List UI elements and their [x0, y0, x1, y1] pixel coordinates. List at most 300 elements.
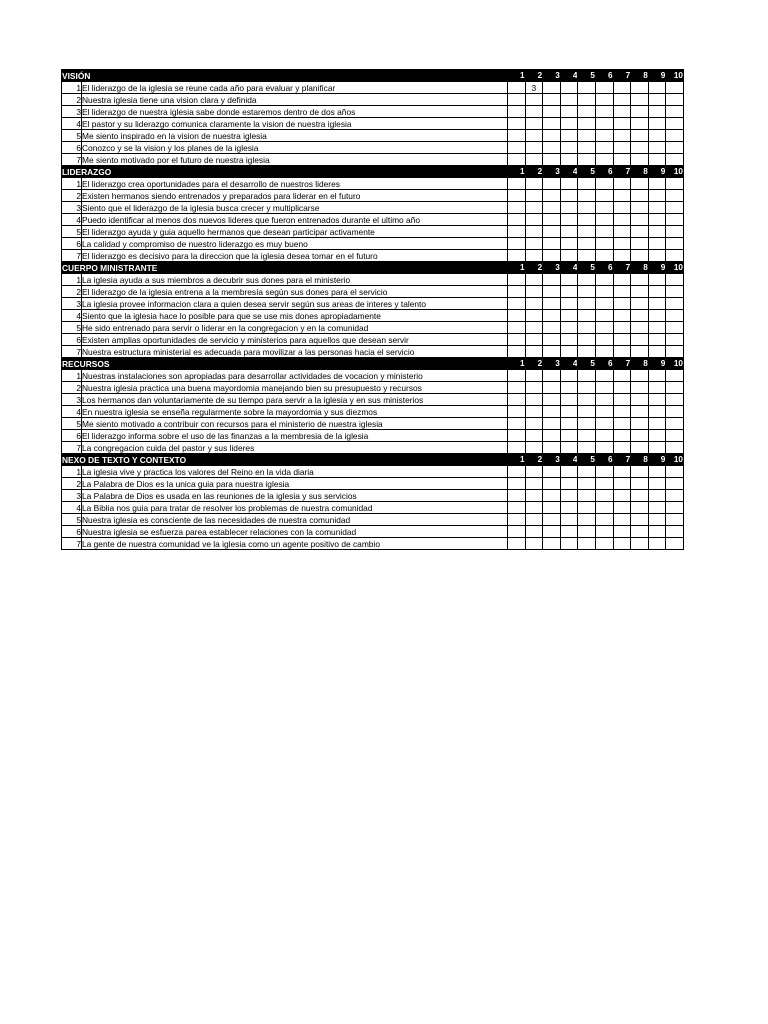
score-cell[interactable] — [666, 106, 684, 118]
score-cell[interactable] — [666, 130, 684, 142]
score-cell[interactable] — [666, 394, 684, 406]
score-cell[interactable] — [508, 298, 526, 310]
score-cell[interactable] — [508, 502, 526, 514]
score-cell[interactable] — [595, 82, 613, 94]
score-cell[interactable] — [543, 334, 561, 346]
score-cell[interactable] — [631, 382, 649, 394]
score-cell[interactable] — [560, 310, 578, 322]
score-cell[interactable] — [595, 106, 613, 118]
score-cell[interactable] — [613, 274, 631, 286]
score-cell[interactable] — [613, 502, 631, 514]
score-cell[interactable] — [666, 322, 684, 334]
score-cell[interactable] — [666, 142, 684, 154]
score-cell[interactable] — [666, 370, 684, 382]
score-cell[interactable] — [560, 154, 578, 166]
score-cell[interactable] — [613, 226, 631, 238]
score-cell[interactable] — [595, 130, 613, 142]
score-cell[interactable] — [666, 190, 684, 202]
score-cell[interactable] — [613, 514, 631, 526]
score-cell[interactable] — [525, 334, 543, 346]
score-cell[interactable] — [666, 442, 684, 454]
score-cell[interactable] — [543, 538, 561, 550]
score-cell[interactable] — [508, 334, 526, 346]
score-cell[interactable] — [631, 370, 649, 382]
score-cell[interactable] — [578, 346, 596, 358]
score-cell[interactable] — [560, 370, 578, 382]
score-cell[interactable] — [648, 274, 666, 286]
score-cell[interactable] — [613, 418, 631, 430]
score-cell[interactable] — [648, 310, 666, 322]
score-cell[interactable] — [508, 442, 526, 454]
score-cell[interactable] — [543, 490, 561, 502]
score-cell[interactable] — [613, 214, 631, 226]
score-cell[interactable] — [525, 394, 543, 406]
score-cell[interactable] — [613, 394, 631, 406]
score-cell[interactable] — [631, 430, 649, 442]
score-cell[interactable] — [595, 418, 613, 430]
score-cell[interactable] — [595, 298, 613, 310]
score-cell[interactable] — [560, 226, 578, 238]
score-cell[interactable] — [578, 106, 596, 118]
score-cell[interactable] — [613, 142, 631, 154]
score-cell[interactable] — [578, 394, 596, 406]
score-cell[interactable] — [631, 478, 649, 490]
score-cell[interactable] — [525, 178, 543, 190]
score-cell[interactable] — [648, 442, 666, 454]
score-cell[interactable] — [648, 142, 666, 154]
score-cell[interactable] — [631, 526, 649, 538]
score-cell[interactable] — [631, 418, 649, 430]
score-cell[interactable] — [543, 514, 561, 526]
score-cell[interactable] — [631, 538, 649, 550]
score-cell[interactable] — [666, 466, 684, 478]
score-cell[interactable] — [508, 346, 526, 358]
score-cell[interactable] — [508, 286, 526, 298]
score-cell[interactable] — [525, 202, 543, 214]
score-cell[interactable] — [525, 310, 543, 322]
score-cell[interactable] — [543, 238, 561, 250]
score-cell[interactable] — [578, 490, 596, 502]
score-cell[interactable] — [560, 286, 578, 298]
score-cell[interactable] — [595, 178, 613, 190]
score-cell[interactable] — [648, 514, 666, 526]
score-cell[interactable] — [613, 130, 631, 142]
score-cell[interactable] — [543, 478, 561, 490]
score-cell[interactable] — [525, 406, 543, 418]
score-cell[interactable] — [578, 538, 596, 550]
score-cell[interactable] — [543, 418, 561, 430]
score-cell[interactable] — [666, 310, 684, 322]
score-cell[interactable] — [631, 214, 649, 226]
score-cell[interactable] — [595, 142, 613, 154]
score-cell[interactable] — [543, 298, 561, 310]
score-cell[interactable] — [613, 370, 631, 382]
score-cell[interactable] — [560, 490, 578, 502]
score-cell[interactable] — [578, 430, 596, 442]
score-cell[interactable] — [631, 238, 649, 250]
score-cell[interactable] — [648, 466, 666, 478]
score-cell[interactable] — [560, 466, 578, 478]
score-cell[interactable] — [560, 250, 578, 262]
score-cell[interactable] — [595, 430, 613, 442]
score-cell[interactable] — [543, 286, 561, 298]
score-cell[interactable] — [631, 274, 649, 286]
score-cell[interactable] — [560, 394, 578, 406]
score-cell[interactable] — [543, 250, 561, 262]
score-cell[interactable] — [543, 370, 561, 382]
score-cell[interactable] — [578, 142, 596, 154]
score-cell[interactable] — [560, 118, 578, 130]
score-cell[interactable] — [613, 178, 631, 190]
score-cell[interactable] — [578, 298, 596, 310]
score-cell[interactable] — [631, 346, 649, 358]
score-cell[interactable] — [508, 322, 526, 334]
score-cell[interactable] — [595, 310, 613, 322]
score-cell[interactable] — [666, 286, 684, 298]
score-cell[interactable] — [648, 286, 666, 298]
score-cell[interactable] — [525, 274, 543, 286]
score-cell[interactable] — [508, 226, 526, 238]
score-cell[interactable] — [543, 106, 561, 118]
score-cell[interactable] — [578, 502, 596, 514]
score-cell[interactable] — [578, 286, 596, 298]
score-cell[interactable] — [648, 130, 666, 142]
score-cell[interactable] — [578, 274, 596, 286]
score-cell[interactable] — [578, 250, 596, 262]
score-cell[interactable] — [560, 214, 578, 226]
score-cell[interactable] — [648, 154, 666, 166]
score-cell[interactable] — [525, 526, 543, 538]
score-cell[interactable] — [666, 154, 684, 166]
score-cell[interactable] — [648, 226, 666, 238]
score-cell[interactable] — [578, 154, 596, 166]
score-cell[interactable] — [508, 250, 526, 262]
score-cell[interactable] — [525, 478, 543, 490]
score-cell[interactable] — [595, 538, 613, 550]
score-cell[interactable] — [508, 274, 526, 286]
score-cell[interactable] — [543, 82, 561, 94]
score-cell[interactable] — [631, 310, 649, 322]
score-cell[interactable] — [560, 418, 578, 430]
score-cell[interactable] — [631, 178, 649, 190]
score-cell[interactable] — [595, 394, 613, 406]
score-cell[interactable] — [613, 430, 631, 442]
score-cell[interactable] — [613, 322, 631, 334]
score-cell[interactable] — [525, 538, 543, 550]
score-cell[interactable] — [560, 106, 578, 118]
score-cell[interactable] — [666, 94, 684, 106]
score-cell[interactable] — [543, 214, 561, 226]
score-cell[interactable] — [666, 274, 684, 286]
score-cell[interactable] — [631, 514, 649, 526]
score-cell[interactable] — [560, 130, 578, 142]
score-cell[interactable] — [560, 382, 578, 394]
score-cell[interactable] — [595, 466, 613, 478]
score-cell[interactable] — [508, 310, 526, 322]
score-cell[interactable] — [613, 106, 631, 118]
score-cell[interactable] — [666, 238, 684, 250]
score-cell[interactable] — [560, 502, 578, 514]
score-cell[interactable] — [666, 490, 684, 502]
score-cell[interactable] — [613, 190, 631, 202]
score-cell[interactable] — [613, 382, 631, 394]
score-cell[interactable] — [525, 250, 543, 262]
score-cell[interactable] — [613, 250, 631, 262]
score-cell[interactable] — [631, 502, 649, 514]
score-cell[interactable] — [508, 118, 526, 130]
score-cell[interactable] — [560, 442, 578, 454]
score-cell[interactable] — [525, 514, 543, 526]
score-cell[interactable] — [578, 370, 596, 382]
score-cell[interactable] — [648, 106, 666, 118]
score-cell[interactable] — [595, 274, 613, 286]
score-cell[interactable] — [648, 238, 666, 250]
score-cell[interactable] — [543, 466, 561, 478]
score-cell[interactable] — [595, 118, 613, 130]
score-cell[interactable] — [613, 154, 631, 166]
score-cell[interactable] — [508, 466, 526, 478]
score-cell[interactable] — [525, 142, 543, 154]
score-cell[interactable] — [543, 382, 561, 394]
score-cell[interactable] — [578, 406, 596, 418]
score-cell[interactable] — [631, 334, 649, 346]
score-cell[interactable] — [508, 490, 526, 502]
score-cell[interactable] — [595, 154, 613, 166]
score-cell[interactable] — [595, 214, 613, 226]
score-cell[interactable] — [543, 346, 561, 358]
score-cell[interactable] — [543, 442, 561, 454]
score-cell[interactable] — [613, 478, 631, 490]
score-cell[interactable] — [631, 466, 649, 478]
score-cell[interactable] — [508, 370, 526, 382]
score-cell[interactable] — [648, 370, 666, 382]
score-cell[interactable] — [666, 418, 684, 430]
score-cell[interactable] — [666, 250, 684, 262]
score-cell[interactable] — [543, 202, 561, 214]
score-cell[interactable] — [525, 502, 543, 514]
score-cell[interactable] — [543, 502, 561, 514]
score-cell[interactable] — [508, 394, 526, 406]
score-cell[interactable] — [508, 430, 526, 442]
score-cell[interactable] — [508, 178, 526, 190]
score-cell[interactable] — [631, 442, 649, 454]
score-cell[interactable] — [543, 310, 561, 322]
score-cell[interactable] — [631, 82, 649, 94]
score-cell[interactable] — [525, 466, 543, 478]
score-cell[interactable] — [613, 94, 631, 106]
score-cell[interactable] — [543, 430, 561, 442]
score-cell[interactable] — [543, 526, 561, 538]
score-cell[interactable] — [648, 82, 666, 94]
score-cell[interactable] — [578, 226, 596, 238]
score-cell[interactable] — [560, 274, 578, 286]
score-cell[interactable] — [525, 94, 543, 106]
score-cell[interactable] — [631, 202, 649, 214]
score-cell[interactable] — [595, 238, 613, 250]
score-cell[interactable] — [595, 226, 613, 238]
score-cell[interactable] — [631, 94, 649, 106]
score-cell[interactable] — [631, 154, 649, 166]
score-cell[interactable] — [595, 322, 613, 334]
score-cell[interactable] — [578, 442, 596, 454]
score-cell[interactable] — [631, 286, 649, 298]
score-cell[interactable] — [525, 418, 543, 430]
score-cell[interactable] — [508, 142, 526, 154]
score-cell[interactable] — [631, 130, 649, 142]
score-cell[interactable] — [666, 178, 684, 190]
score-cell[interactable] — [525, 238, 543, 250]
score-cell[interactable] — [508, 130, 526, 142]
score-cell[interactable] — [666, 526, 684, 538]
score-cell[interactable] — [666, 334, 684, 346]
score-cell[interactable] — [578, 190, 596, 202]
score-cell[interactable] — [578, 418, 596, 430]
score-cell[interactable] — [595, 490, 613, 502]
score-cell[interactable] — [525, 382, 543, 394]
score-cell[interactable] — [560, 514, 578, 526]
score-cell[interactable] — [508, 106, 526, 118]
score-cell[interactable] — [648, 346, 666, 358]
score-cell[interactable] — [648, 478, 666, 490]
score-cell[interactable] — [525, 190, 543, 202]
score-cell[interactable] — [648, 406, 666, 418]
score-cell[interactable] — [613, 118, 631, 130]
score-cell[interactable] — [508, 418, 526, 430]
score-cell[interactable] — [595, 370, 613, 382]
score-cell[interactable] — [631, 118, 649, 130]
score-cell[interactable] — [578, 238, 596, 250]
score-cell[interactable] — [508, 514, 526, 526]
score-cell[interactable] — [666, 502, 684, 514]
score-cell[interactable] — [595, 478, 613, 490]
score-cell[interactable] — [578, 130, 596, 142]
score-cell[interactable] — [666, 226, 684, 238]
score-cell[interactable] — [508, 94, 526, 106]
score-cell[interactable] — [560, 94, 578, 106]
score-cell[interactable] — [648, 490, 666, 502]
score-cell[interactable] — [508, 538, 526, 550]
score-cell[interactable]: 3 — [525, 82, 543, 94]
score-cell[interactable] — [578, 526, 596, 538]
score-cell[interactable] — [525, 490, 543, 502]
score-cell[interactable] — [560, 334, 578, 346]
score-cell[interactable] — [578, 82, 596, 94]
score-cell[interactable] — [595, 442, 613, 454]
score-cell[interactable] — [631, 250, 649, 262]
score-cell[interactable] — [648, 214, 666, 226]
score-cell[interactable] — [543, 322, 561, 334]
score-cell[interactable] — [613, 334, 631, 346]
score-cell[interactable] — [666, 430, 684, 442]
score-cell[interactable] — [543, 142, 561, 154]
score-cell[interactable] — [631, 226, 649, 238]
score-cell[interactable] — [543, 130, 561, 142]
score-cell[interactable] — [595, 202, 613, 214]
score-cell[interactable] — [578, 178, 596, 190]
score-cell[interactable] — [631, 298, 649, 310]
score-cell[interactable] — [648, 334, 666, 346]
score-cell[interactable] — [543, 406, 561, 418]
score-cell[interactable] — [560, 478, 578, 490]
score-cell[interactable] — [525, 118, 543, 130]
score-cell[interactable] — [648, 502, 666, 514]
score-cell[interactable] — [595, 250, 613, 262]
score-cell[interactable] — [560, 238, 578, 250]
score-cell[interactable] — [648, 526, 666, 538]
score-cell[interactable] — [543, 394, 561, 406]
score-cell[interactable] — [560, 538, 578, 550]
score-cell[interactable] — [648, 202, 666, 214]
score-cell[interactable] — [578, 322, 596, 334]
score-cell[interactable] — [560, 322, 578, 334]
score-cell[interactable] — [525, 442, 543, 454]
score-cell[interactable] — [578, 202, 596, 214]
score-cell[interactable] — [578, 118, 596, 130]
score-cell[interactable] — [666, 118, 684, 130]
score-cell[interactable] — [613, 346, 631, 358]
score-cell[interactable] — [595, 514, 613, 526]
score-cell[interactable] — [613, 466, 631, 478]
score-cell[interactable] — [525, 370, 543, 382]
score-cell[interactable] — [648, 250, 666, 262]
score-cell[interactable] — [648, 298, 666, 310]
score-cell[interactable] — [631, 190, 649, 202]
score-cell[interactable] — [648, 394, 666, 406]
score-cell[interactable] — [613, 202, 631, 214]
score-cell[interactable] — [525, 322, 543, 334]
score-cell[interactable] — [560, 298, 578, 310]
score-cell[interactable] — [666, 82, 684, 94]
score-cell[interactable] — [578, 310, 596, 322]
score-cell[interactable] — [631, 394, 649, 406]
score-cell[interactable] — [613, 526, 631, 538]
score-cell[interactable] — [631, 142, 649, 154]
score-cell[interactable] — [666, 382, 684, 394]
score-cell[interactable] — [508, 190, 526, 202]
score-cell[interactable] — [560, 178, 578, 190]
score-cell[interactable] — [543, 94, 561, 106]
score-cell[interactable] — [525, 130, 543, 142]
score-cell[interactable] — [648, 418, 666, 430]
score-cell[interactable] — [508, 214, 526, 226]
score-cell[interactable] — [525, 430, 543, 442]
score-cell[interactable] — [508, 478, 526, 490]
score-cell[interactable] — [508, 82, 526, 94]
score-cell[interactable] — [595, 286, 613, 298]
score-cell[interactable] — [578, 334, 596, 346]
score-cell[interactable] — [666, 478, 684, 490]
score-cell[interactable] — [595, 346, 613, 358]
score-cell[interactable] — [648, 178, 666, 190]
score-cell[interactable] — [525, 298, 543, 310]
score-cell[interactable] — [666, 406, 684, 418]
score-cell[interactable] — [648, 94, 666, 106]
score-cell[interactable] — [543, 274, 561, 286]
score-cell[interactable] — [613, 82, 631, 94]
score-cell[interactable] — [595, 382, 613, 394]
score-cell[interactable] — [595, 334, 613, 346]
score-cell[interactable] — [648, 538, 666, 550]
score-cell[interactable] — [508, 382, 526, 394]
score-cell[interactable] — [508, 238, 526, 250]
score-cell[interactable] — [560, 190, 578, 202]
score-cell[interactable] — [648, 118, 666, 130]
score-cell[interactable] — [543, 178, 561, 190]
score-cell[interactable] — [525, 106, 543, 118]
score-cell[interactable] — [560, 406, 578, 418]
score-cell[interactable] — [578, 514, 596, 526]
score-cell[interactable] — [666, 346, 684, 358]
